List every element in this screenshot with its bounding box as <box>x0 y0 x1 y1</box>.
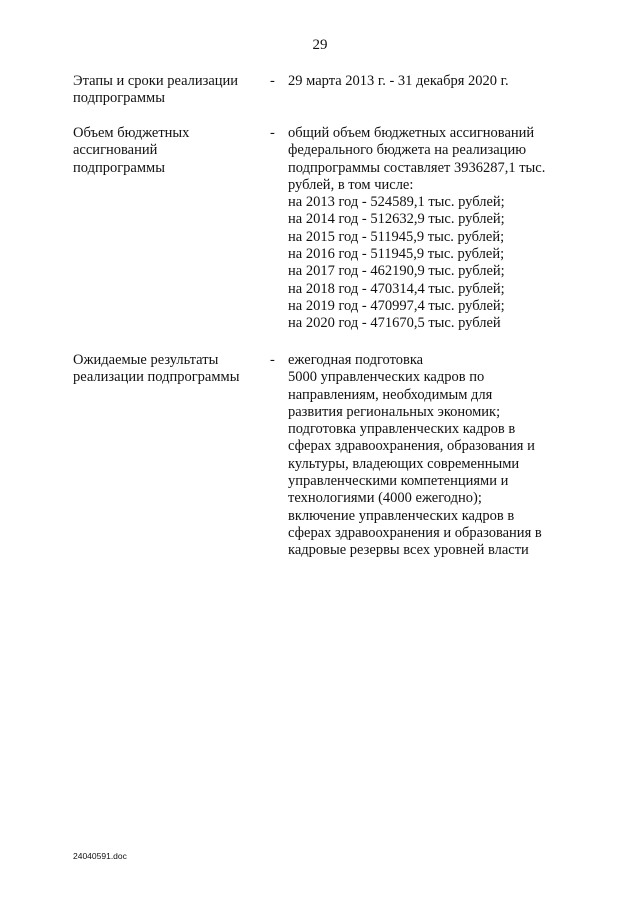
terms-dash: - <box>270 73 275 89</box>
results-label <box>73 352 258 387</box>
budget-label <box>73 125 258 177</box>
results-value-line: управленческими компетенциями и <box>288 473 509 490</box>
results-value-line: подготовка управленческих кадров в <box>288 421 516 438</box>
budget-year-2016: на 2016 год - 511945,9 тыс. рублей; <box>288 246 505 263</box>
results-value-line: сферах здравоохранения и образования в <box>288 524 542 541</box>
results-value-line: сферах здравоохранения, образования и <box>288 438 535 455</box>
budget-year-2020: на 2020 год - 471670,5 тыс. рублей <box>288 315 501 332</box>
results-label-line: реализации подпрограммы <box>73 369 240 386</box>
budget-year-2013: на 2013 год - 524589,1 тыс. рублей; <box>288 194 505 211</box>
budget-label-line: ассигнований <box>73 142 158 159</box>
terms-value <box>288 73 588 90</box>
page-number: 29 <box>312 37 328 53</box>
terms-value-line: 29 марта 2013 г. - 31 декабря 2020 г. <box>288 73 509 89</box>
results-value-line: технологиями (4000 ежегодно); <box>288 490 482 507</box>
results-value-line: 5000 управленческих кадров по <box>288 369 485 386</box>
budget-year-2014: на 2014 год - 512632,9 тыс. рублей; <box>288 211 505 228</box>
budget-total-line: федерального бюджета на реализацию <box>288 142 527 159</box>
budget-dash: - <box>270 125 275 141</box>
terms-label <box>73 73 258 108</box>
results-value-line: направлениям, необходимым для <box>288 386 493 403</box>
budget-year-2018: на 2018 год - 470314,4 тыс. рублей; <box>288 280 505 297</box>
budget-year-2019: на 2019 год - 470997,4 тыс. рублей; <box>288 297 505 314</box>
document-filename: 24040591.doc <box>73 851 127 861</box>
budget-year-2015: на 2015 год - 511945,9 тыс. рублей; <box>288 228 505 245</box>
budget-value <box>288 125 588 333</box>
results-dash: - <box>270 352 275 368</box>
results-value-line: ежегодная подготовка <box>288 352 424 368</box>
results-label-line: Ожидаемые результаты <box>73 352 219 368</box>
terms-label-line: Этапы и сроки реализации <box>73 73 239 89</box>
terms-label-line: подпрограммы <box>73 90 165 107</box>
budget-label-line: Объем бюджетных <box>73 125 190 141</box>
budget-total-line: рублей, в том числе: <box>288 176 414 193</box>
budget-total-line: подпрограммы составляет 3936287,1 тыс. <box>288 159 546 176</box>
budget-total-line: общий объем бюджетных ассигнований <box>288 125 535 141</box>
results-value-line: развития региональных экономик; <box>288 403 501 420</box>
results-value-line: культуры, владеющих современными <box>288 455 520 472</box>
budget-label-line: подпрограммы <box>73 159 165 176</box>
results-value <box>288 352 588 560</box>
results-value-line: кадровые резервы всех уровней власти <box>288 542 529 559</box>
budget-year-2017: на 2017 год - 462190,9 тыс. рублей; <box>288 263 505 280</box>
results-value-line: включение управленческих кадров в <box>288 507 515 524</box>
